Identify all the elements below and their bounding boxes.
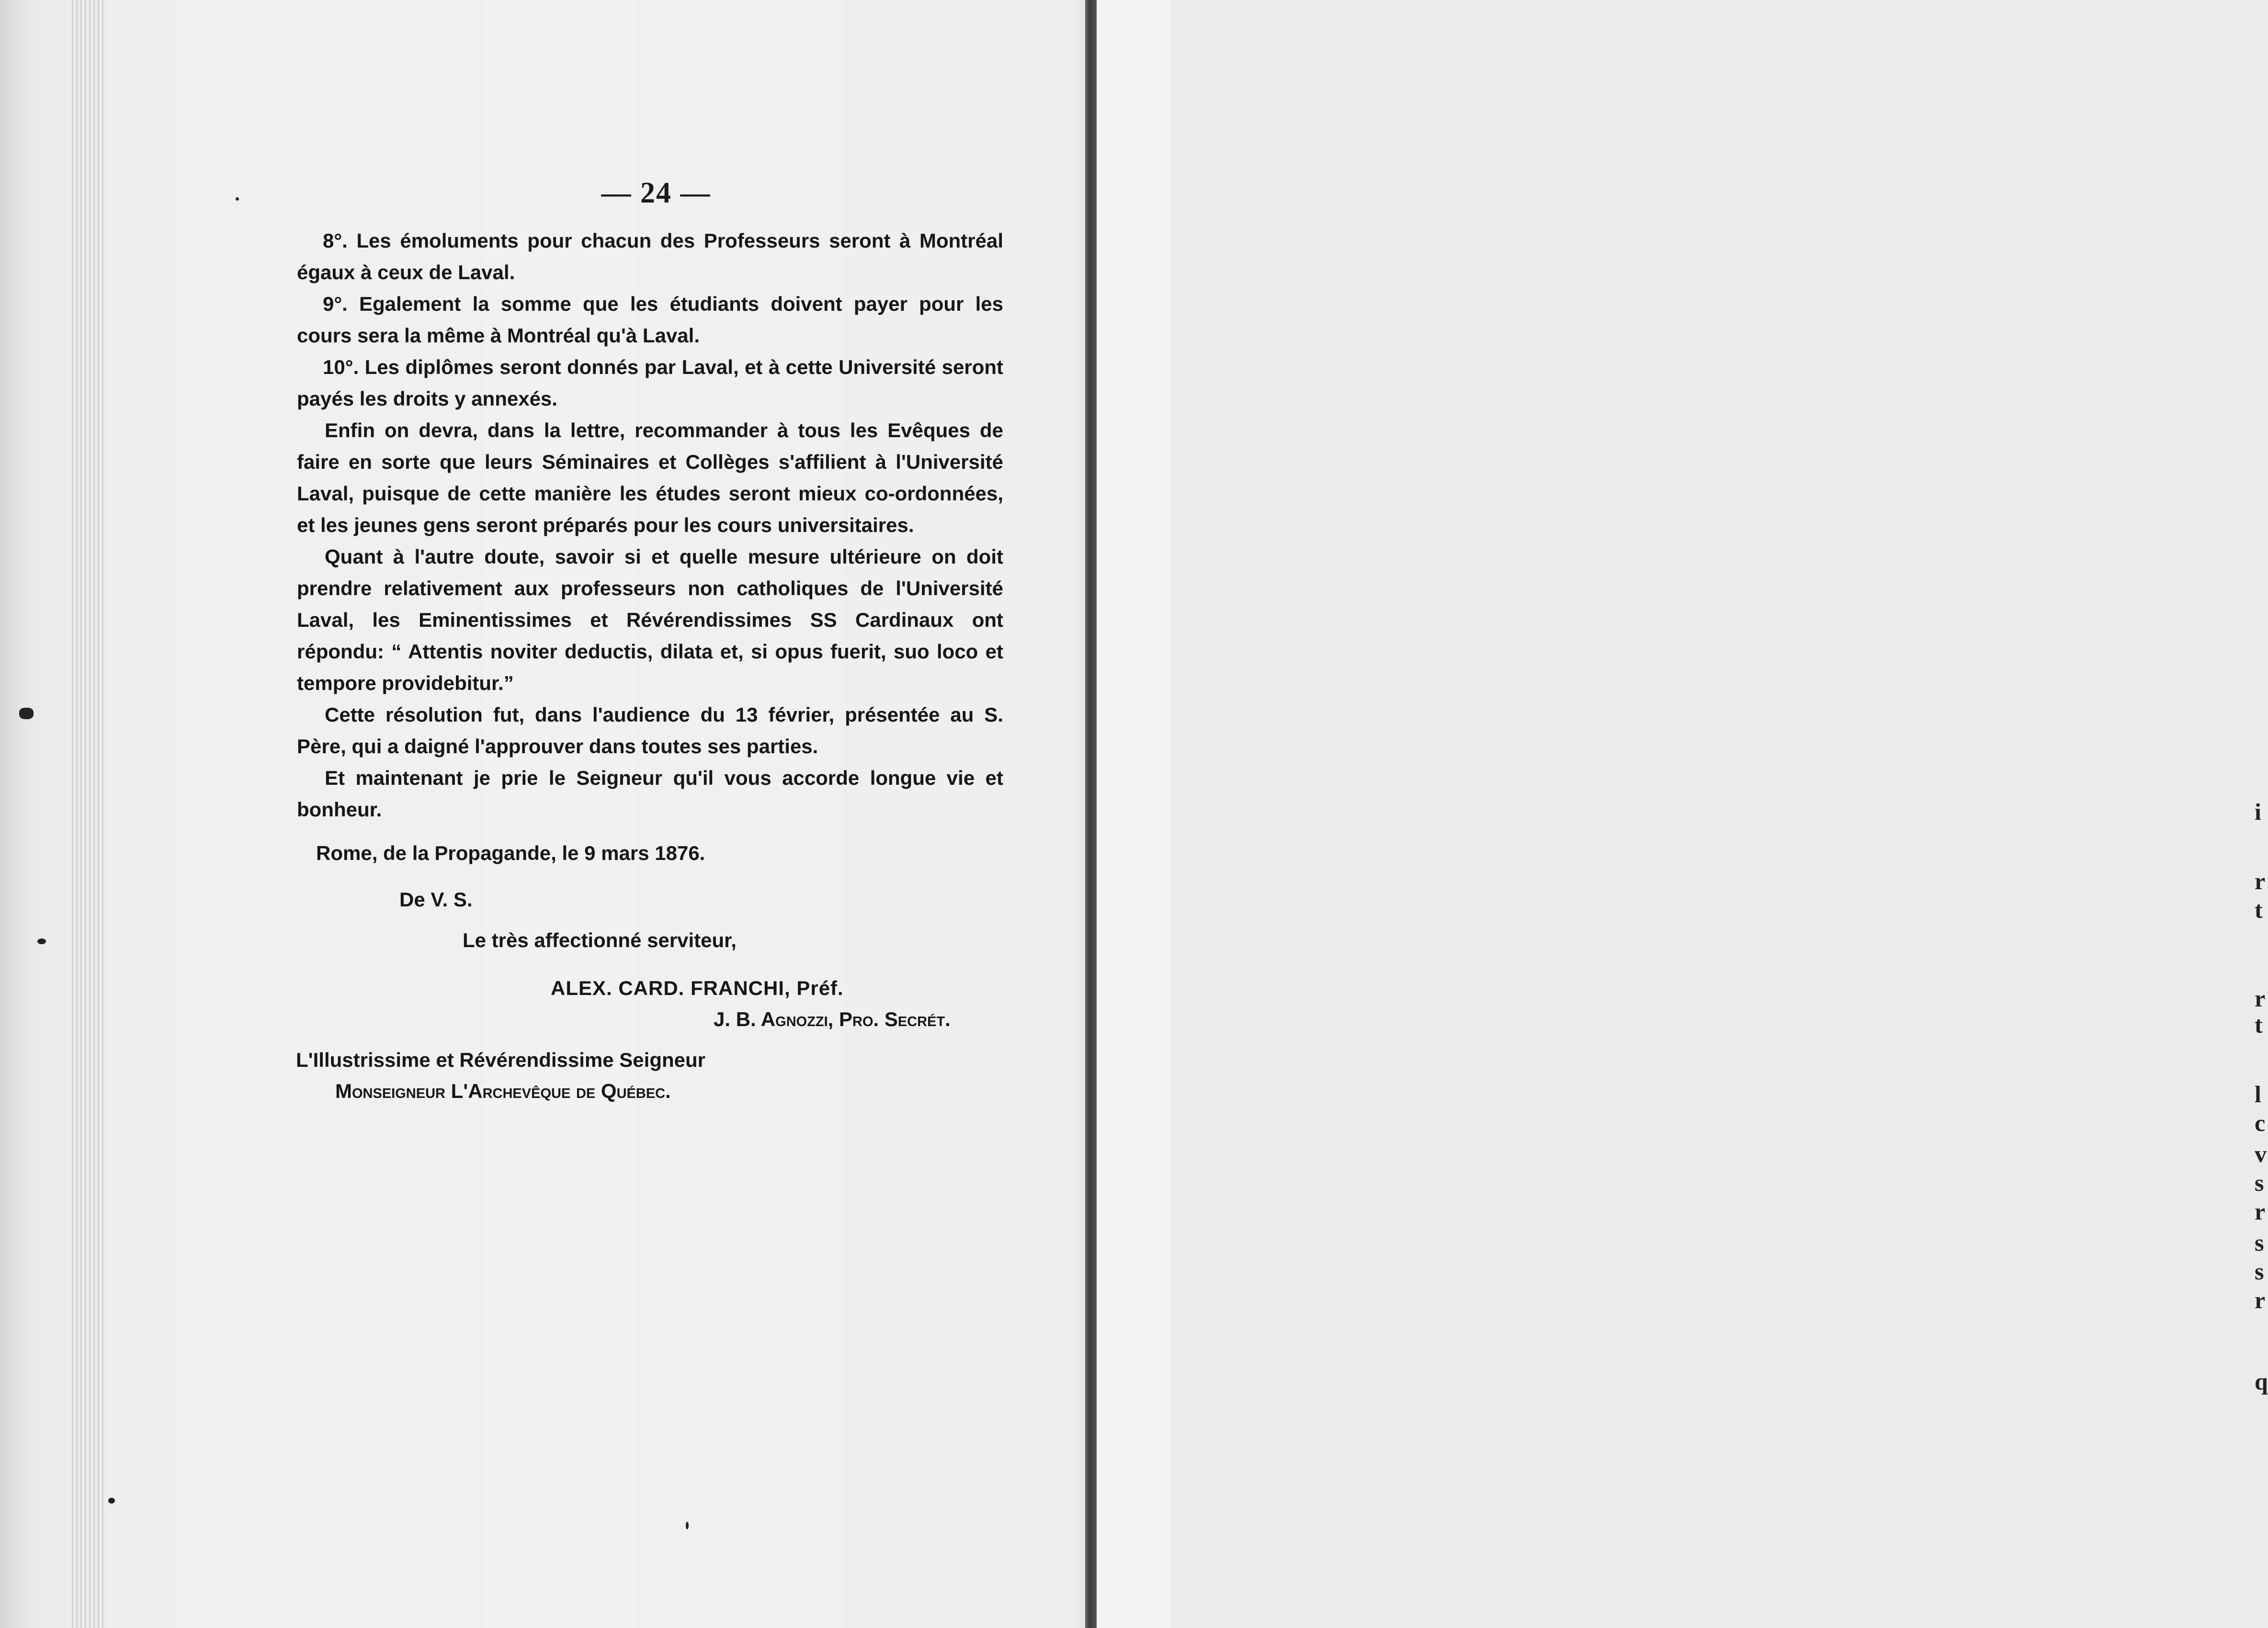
ink-speck bbox=[686, 1522, 689, 1529]
edge-letter: q bbox=[2255, 1368, 2268, 1395]
ink-speck bbox=[108, 1498, 115, 1504]
paragraph: 9°. Egalement la somme que les étudiants doivent payer pour les cours sera la même à Montréal qu'à Laval. bbox=[297, 293, 1003, 347]
edge-letter: s bbox=[2255, 1258, 2264, 1285]
secretary bbox=[714, 1008, 951, 1031]
paragraph: Enfin on devra, dans la lettre, recommander à tous les Evêques de faire en sorte que leurs Séminaires et Collèges s'affilient à l'Université Laval, puisque de cette manière les études seront mieux co-ordonnées, et les jeunes gens seront préparés pour les cours universitaires. bbox=[297, 419, 1003, 536]
paragraph: 10°. Les diplômes seront donnés par Laval, et à cette Université seront payés les droits y annexés. bbox=[297, 356, 1003, 410]
addressee-line bbox=[335, 1080, 671, 1103]
addressee-line: L'Illustrissime et Révérendissime Seigneur bbox=[296, 1049, 705, 1071]
adjacent-page-edge bbox=[1097, 0, 2268, 1628]
addressee-title: Monseigneur L'Archevêque de Québec. bbox=[335, 1080, 671, 1102]
edge-letter: l bbox=[2255, 1081, 2261, 1108]
edge-letter: c bbox=[2255, 1109, 2266, 1136]
edge-letter: r bbox=[2255, 1287, 2266, 1313]
signatory: ALEX. CARD. FRANCHI, Préf. bbox=[551, 977, 844, 999]
edge-letter: i bbox=[2255, 798, 2261, 825]
edge-letter: t bbox=[2255, 896, 2263, 923]
paragraph: Et maintenant je prie le Seigneur qu'il vous accorde longue vie et bonheur. bbox=[297, 767, 1003, 821]
edge-letter: s bbox=[2255, 1229, 2264, 1256]
closing-formula: Le très affectionné serviteur, bbox=[463, 929, 737, 951]
edge-letter: r bbox=[2255, 868, 2266, 894]
book-spine bbox=[1085, 0, 1097, 1628]
paragraph: Cette résolution fut, dans l'audience du 13 février, présentée au S. Père, qui a daigné l'approuver dans toutes ses parties. bbox=[297, 703, 1003, 757]
ink-blot bbox=[19, 708, 34, 719]
paragraph: Quant à l'autre doute, savoir si et quelle mesure ultérieure on doit prendre relativement aux professeurs non catholiques de l'Université Laval, les Eminentissimes et Révérendissimes SS Cardinaux ont répondu: “ Attentis noviter deductis, dilata et, si opus fuerit, suo loco et tempore providebitur.” bbox=[297, 545, 1003, 694]
edge-letter: r bbox=[2255, 1198, 2266, 1225]
page-number: — 24 — bbox=[601, 177, 711, 209]
salutation: De V. S. bbox=[399, 888, 473, 911]
secretary-name: J. B. Agnozzi, Pro. Secrét. bbox=[714, 1008, 951, 1030]
place-date: Rome, de la Propagande, le 9 mars 1876. bbox=[316, 842, 705, 864]
paragraph: 8°. Les émoluments pour chacun des Professeurs seront à Montréal égaux à ceux de Laval. bbox=[297, 229, 1003, 283]
ink-speck bbox=[236, 197, 239, 201]
edge-letter: r bbox=[2255, 985, 2266, 1012]
edge-letter: v bbox=[2255, 1141, 2267, 1167]
edge-letter: t bbox=[2255, 1011, 2263, 1038]
body-text bbox=[297, 225, 1003, 825]
ink-speck bbox=[37, 938, 46, 944]
edge-letter: s bbox=[2255, 1169, 2264, 1196]
binding-edge bbox=[72, 0, 105, 1628]
